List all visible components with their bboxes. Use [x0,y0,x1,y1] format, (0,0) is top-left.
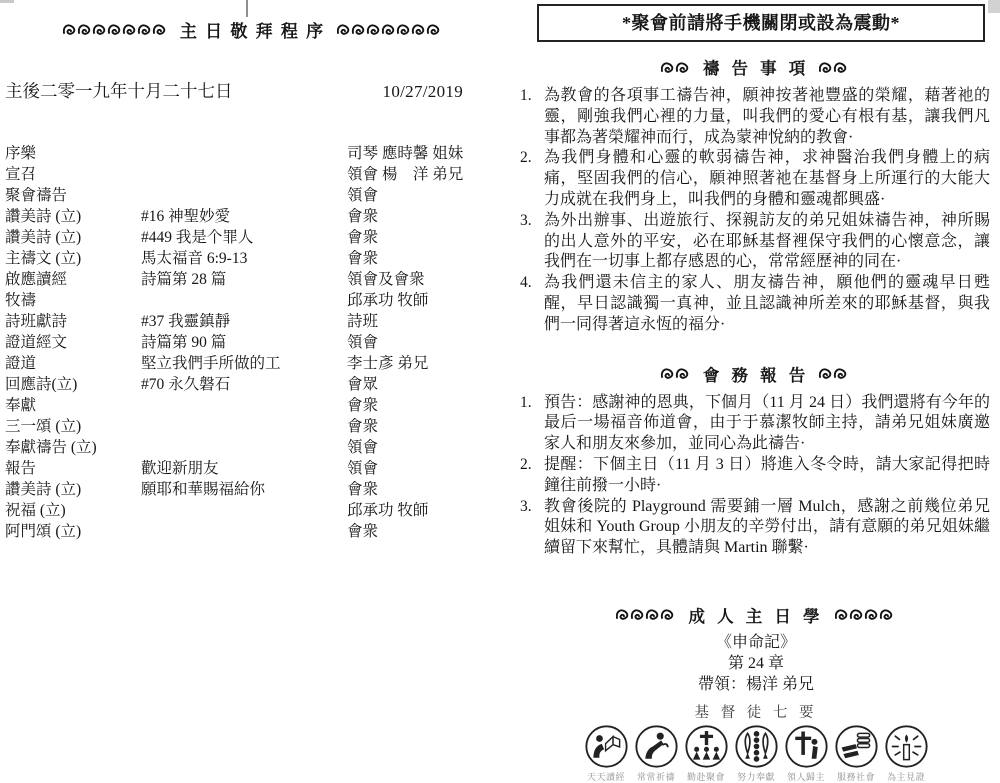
swirl-ornament-icon [819,60,851,75]
program-person: 領會 [347,439,379,456]
seven-item [833,724,880,783]
page-title: 主 日 敬 拜 程 序 [179,22,326,41]
program-person: 會衆 [347,481,379,498]
program-detail: #37 我靈鎮靜 [141,313,231,330]
sunday-school-chapter: 第 24 章 [727,654,784,672]
item-number: 4. [520,274,532,292]
program-person: 會眾 [347,376,379,393]
announcement-list [512,393,1000,559]
seven-item [883,724,930,783]
program-row [5,290,505,311]
program-detail [141,290,347,311]
program-detail: 歡迎新朋友 [141,460,219,477]
item-number: 1. [520,393,532,411]
program-person: 會衆 [347,250,379,267]
gathering-icon [684,724,729,769]
sunday-school-header [512,603,1000,627]
program-row [5,353,505,374]
seven-item [733,724,780,783]
swirl-ornament-icon [819,366,851,381]
phone-notice-box: *聚會前請將手機關閉或設為震動* [537,4,985,42]
program-row [5,227,505,248]
program-row [5,332,505,353]
program-item: 序樂 [5,145,37,162]
item-number: 3. [520,497,532,515]
program-item: 詩班獻詩 [5,313,68,330]
offering-icon [734,724,779,769]
program-row [5,164,505,185]
seven-item-label: 領人歸主 [786,771,825,782]
program-person: 領會 [347,187,379,204]
item-text: 為我們身體和心靈的軟弱禱告神，求神醫治我們身體上的病痛，堅固我們的信心，願神照著祂在基督身上所運行的大能大力成就在我們身上，叫我們的身體和靈魂都興盛· [544,149,990,208]
program-person: 會衆 [347,229,379,246]
program-item: 啟應讀經 [5,271,68,288]
program-detail: 願耶和華賜福給你 [141,481,266,498]
program-person: 詩班 [347,313,379,330]
program-row [5,437,505,458]
program-row [5,500,505,521]
sunday-school-leader: 帶領：楊洋 弟兄 [697,675,814,693]
program-row [5,269,505,290]
program-item: 主禱文 (立) [5,250,82,267]
program-detail [141,416,347,437]
seven-item [583,724,630,783]
program-row [5,311,505,332]
seven-essentials-title: 基 督 徒 七 要 [694,704,818,721]
program-detail: #70 永久磐石 [141,376,231,393]
seven-item [783,724,830,783]
item-text: 預告：感謝神的恩典，下個月（11 月 24 日）我們還將有今年的最后一場福音佈道會，由于于慕潔牧師主持，請弟兄姐妹廣邀家人和朋友來參加，並同心為此禱告· [544,393,990,453]
program-row [5,206,505,227]
reading-icon [584,724,629,769]
prayer-section-header [512,55,1000,79]
item-text: 為我們還未信主的家人、朋友禱告神，願他們的靈魂早日甦醒，早日認識獨一真神，並且認識神所差來的耶穌基督，與我們一同得著這永恆的福分· [544,274,990,333]
program-person: 司琴 應時馨 姐妹 [347,145,464,162]
swirl-ornament-icon [337,22,442,37]
program-item: 讚美詩 (立) [5,229,82,246]
swirl-ornament-icon [616,607,678,622]
swirl-ornament-icon [661,366,693,381]
seven-item-label: 勤赴聚會 [686,771,725,782]
program-person: 領會 [347,334,379,351]
program-row [5,143,505,164]
program-detail: #449 我是个罪人 [141,229,254,246]
program-list [0,143,505,542]
program-item: 證道 [5,355,37,372]
announcement-item [512,393,1000,455]
date-english: 10/27/2019 [382,82,463,101]
item-text: 為外出辦事、出遊旅行、探親訪友的弟兄姐妹禱告神，神所賜的出人意外的平安，必在耶穌基督裡保守我們的心懷意念，讓我們在一切事上都存感恩的心，常常經歷神的同在· [544,211,990,271]
program-item: 祝福 (立) [5,502,66,519]
program-row [5,458,505,479]
program-detail: 詩篇第 28 篇 [141,271,227,288]
prayer-item [512,273,1000,335]
praying-icon [634,724,679,769]
seven-item-label: 為主見證 [886,771,925,782]
program-detail: 堅立我們手所做的工 [141,355,281,372]
program-person: 會衆 [347,208,379,225]
sunday-school-book: 《申命記》 [715,633,796,651]
program-detail: 馬太福音 6:9-13 [141,250,248,267]
announcement-item [512,497,1000,559]
program-item: 讚美詩 (立) [5,208,82,225]
program-person: 領會及會衆 [347,271,425,288]
prayer-section-title: 禱 告 事 項 [702,59,810,78]
item-text: 提醒：下個主日（11 月 3 日）將進入冬令時，請大家記得把時鐘往前撥一小時· [544,455,990,494]
program-person: 領會 [347,460,379,477]
program-detail: #16 神聖妙愛 [141,208,231,225]
seven-item-label: 努力奉獻 [736,771,775,782]
date-chinese: 主後二零一九年十月二十七日 [5,81,233,101]
announcements-column [512,0,1000,783]
program-item: 奉獻禱告 (立) [5,439,97,456]
program-row [5,374,505,395]
seven-item-label: 常常祈禱 [636,771,675,782]
program-detail [141,143,347,164]
swirl-ornament-icon [661,60,693,75]
serving-icon [834,724,879,769]
item-number: 1. [520,87,532,104]
seven-item [633,724,680,783]
date-row [0,78,505,103]
seven-item-label: 天天讀經 [586,771,625,782]
program-detail [141,185,347,206]
seven-item [683,724,730,783]
witness-icon [884,724,929,769]
program-person: 領會 楊 洋 弟兄 [347,166,464,183]
program-item: 證道經文 [5,334,68,351]
program-detail: 詩篇第 90 篇 [141,334,227,351]
prayer-item [512,211,1000,273]
announcement-item [512,455,1000,497]
program-person: 會衆 [347,418,379,435]
program-row [5,416,505,437]
item-number: 2. [520,455,532,473]
seven-essentials-icons [512,724,1000,783]
program-person: 李士彥 弟兄 [347,355,429,372]
leading-icon [784,724,829,769]
program-detail [141,164,347,185]
swirl-ornament-icon [835,607,897,622]
program-item: 奉獻 [5,397,37,414]
prayer-item [512,148,1000,210]
program-person: 邱承功 牧師 [347,292,429,309]
program-row [5,185,505,206]
item-text: 為教會的各項事工禱告神，願神按著祂豐盛的榮耀，藉著祂的靈，剛強我們心裡的力量，叫我們的愛心有根有基，讓我們凡事都為著榮耀神而行，成為蒙神悅納的教會· [544,87,990,146]
program-item: 三一頌 (立) [5,418,82,435]
program-row [5,521,505,542]
swirl-ornament-icon [63,22,168,37]
program-person: 邱承功 牧師 [347,502,429,519]
program-item: 聚會禱告 [5,187,68,204]
program-row [5,248,505,269]
prayer-item [512,86,1000,148]
program-item: 阿門頌 (立) [5,523,82,540]
program-detail [141,437,347,458]
prayer-list [512,86,1000,336]
item-number: 2. [520,149,532,167]
program-title-row [0,17,505,42]
program-item: 牧禱 [5,292,37,309]
sunday-school-title: 成 人 主 日 學 [688,606,824,626]
program-item: 宣召 [5,166,37,183]
announcement-section-header [512,362,1000,386]
program-item: 回應詩(立) [5,376,78,393]
program-item: 報告 [5,460,37,477]
program-detail [141,395,347,416]
program-person: 會衆 [347,397,379,414]
item-text: 教會後院的 Playground 需要鋪一層 Mulch，感謝之前幾位弟兄姐妹和 Youth Group 小朋友的辛勞付出，請有意願的弟兄姐妹繼續留下來幫忙，具體請與 Martin 聯繫· [544,497,990,557]
program-row [5,479,505,500]
program-detail [141,500,347,521]
seven-item-label: 服務社會 [836,771,875,782]
worship-program-column [0,0,505,542]
program-row [5,395,505,416]
program-item: 讚美詩 (立) [5,481,82,498]
announcement-section-title: 會 務 報 告 [702,365,810,385]
program-detail [141,521,347,542]
item-number: 3. [520,211,532,229]
program-person: 會衆 [347,523,379,540]
